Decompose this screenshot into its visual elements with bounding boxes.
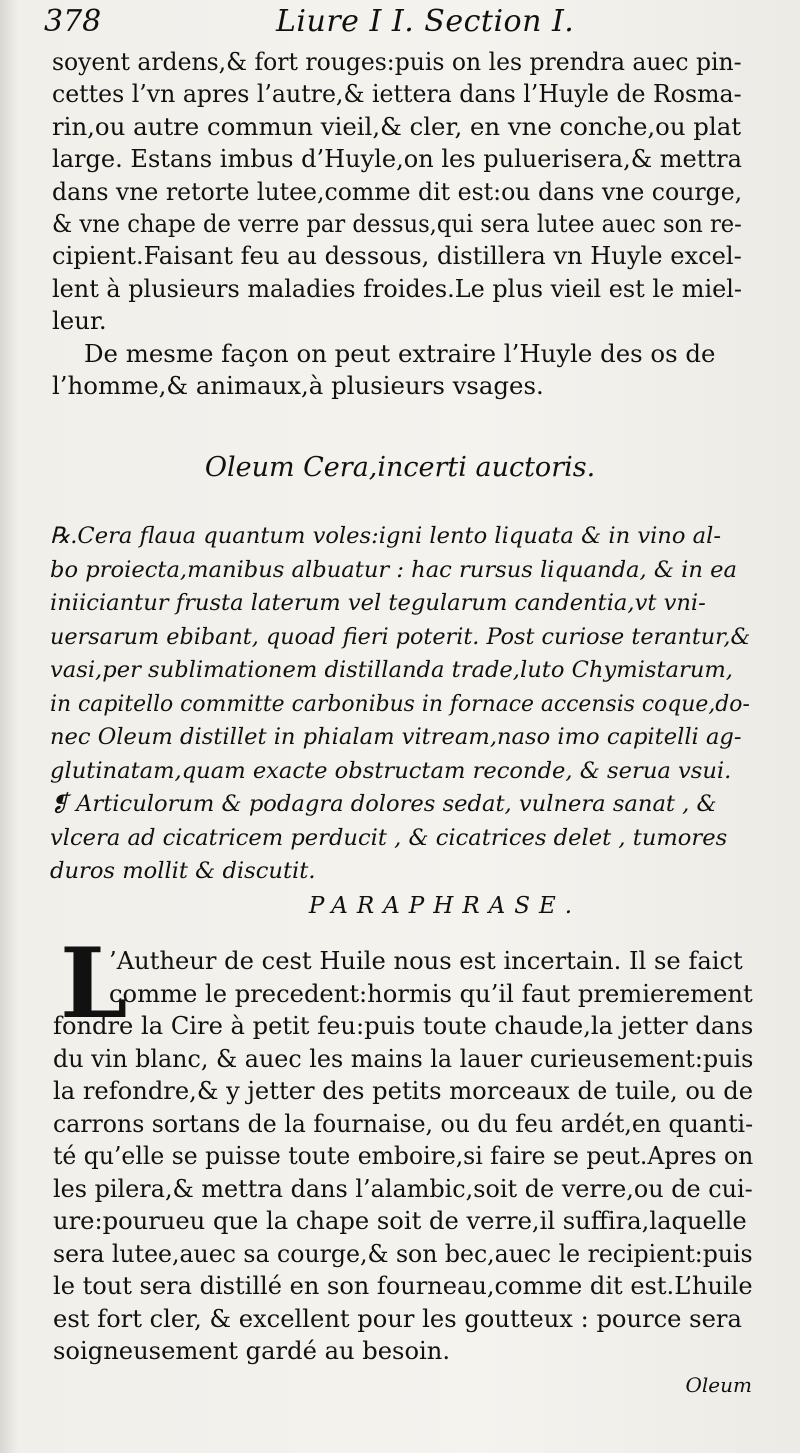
catchword: Oleum (685, 1373, 752, 1397)
main-text (52, 46, 742, 402)
text-line: De mesme façon on peut extraire l’Huyle des os de (84, 338, 716, 368)
text-line: cettes l’vn apres l’autre,& iettera dans l’Huyle de Rosma- (52, 79, 742, 109)
paraphrase-line: té qu’elle se puisse toute emboire,si faire se peut.Apres on (53, 1142, 754, 1170)
paraphrase-text (53, 945, 753, 1368)
paraphrase-line: du vin blanc, & auec les mains la lauer curieusement:puis (53, 1044, 754, 1073)
text-line: l’homme,& animaux,à plusieurs vsages. (52, 371, 544, 401)
drop-cap: L (60, 927, 128, 1040)
running-head: Liure I I. Section I. (276, 4, 575, 39)
paraphrase-line: sera lutee,auec sa courge,& son bec,auec le recipient:puis (53, 1239, 753, 1268)
page-number: 378 (44, 4, 102, 39)
paraphrase-line: fondre la Cire à petit feu:puis toute chaude,la jetter dans (53, 1012, 754, 1040)
text-line: lent à plusieurs maladies froides.Le plus vieil est le miel- (52, 273, 742, 303)
recipe-line: bo proiecta,manibus albuatur : hac rursus liquanda, & in ea (50, 556, 737, 583)
recipe-line: glutinatam,quam exacte obstructam reconde, & serua vsui. (50, 757, 732, 784)
paraphrase-line: les pilera,& mettra dans l’alambic,soit de verre,ou de cui- (53, 1174, 753, 1203)
recipe-line: vasi,per sublimationem distillanda trade,luto Chymistarum, (50, 657, 733, 683)
paraphrase-line: ure:pourueu que la chape soit de verre,il suffira,laquelle (53, 1207, 747, 1235)
paraphrase-line: ’Autheur de cest Huile nous est incertain. Il se faict (109, 947, 743, 975)
recipe-line: nec Oleum distillet in phialam vitream,naso imo capitelli ag- (50, 724, 742, 750)
recipe-line: duros mollit & discutit. (50, 858, 316, 884)
recipe-line: vlcera ad cicatricem perducit , & cicatrices delet , tumores (50, 824, 728, 851)
text-line: leur. (52, 306, 107, 336)
paraphrase-line: carrons sortans de la fournaise, ou du feu ardét,en quanti- (53, 1109, 754, 1138)
recipe-text (50, 520, 750, 889)
section-title: Oleum Cera,incerti auctoris. (204, 452, 596, 483)
recipe-line: in capitello committe carbonibus in fornace accensis coque,do- (50, 690, 750, 717)
recipe-line: uersarum ebibant, quoad fieri poterit. Post curiose terantur,& (50, 623, 751, 650)
text-line: & vne chape de verre par dessus,qui sera lutee auec son re- (52, 209, 742, 239)
recipe-line: iniiciantur frusta laterum vel tegularum candentia,vt vni- (50, 590, 706, 616)
text-line: cipient.Faisant feu au dessous, distillera vn Huyle excel- (52, 241, 742, 271)
text-line: rin,ou autre commun vieil,& cler, en vne conche,ou plat (52, 111, 742, 141)
paraphrase-heading: PARAPHRASE. (308, 893, 582, 919)
page-header (44, 2, 764, 46)
paraphrase-line: soigneusement gardé au besoin. (53, 1337, 451, 1365)
recipe-line: ℞.Cera flaua quantum voles:igni lento liquata & in vino al- (50, 523, 721, 549)
text-line: soyent ardens,& fort rouges:puis on les prendra auec pin- (52, 47, 742, 76)
recipe-line: ❡ Articulorum & podagra dolores sedat, vulnera sanat , & (50, 791, 717, 817)
text-line: large. Estans imbus d’Huyle,on les puluerisera,& mettra (52, 144, 742, 174)
paraphrase-line: comme le precedent:hormis qu’il faut premierement (109, 979, 753, 1008)
paraphrase-line: la refondre,& y jetter des petits morceaux de tuile, ou de (53, 1077, 754, 1105)
text-line: dans vne retorte lutee,comme dit est:ou dans vne courge, (52, 176, 743, 206)
paraphrase-line: le tout sera distillé en son fourneau,comme dit est.L’huile (53, 1272, 753, 1300)
paraphrase-line: est fort cler, & excellent pour les goutteux : pource sera (53, 1304, 742, 1333)
